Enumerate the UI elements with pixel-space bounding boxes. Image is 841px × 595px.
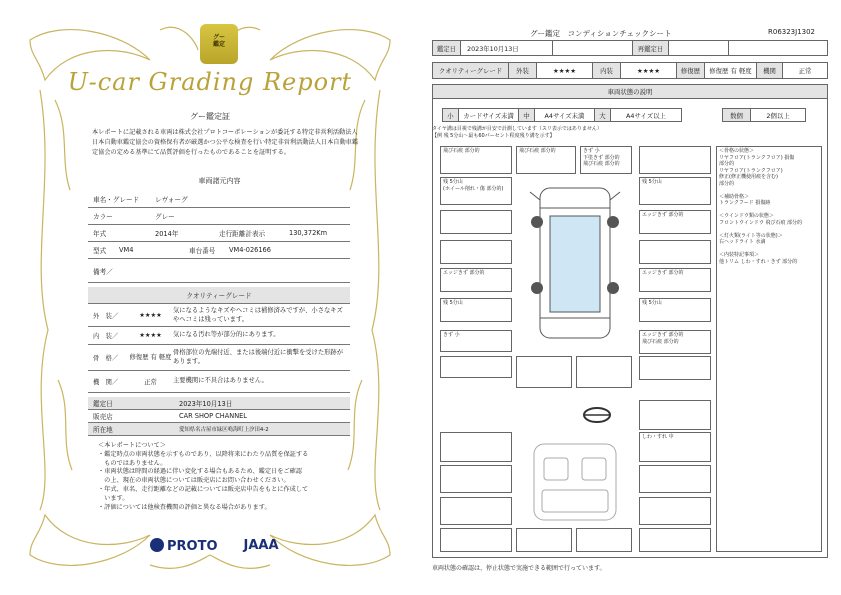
- condition-text: 残 5分山: [642, 300, 662, 306]
- date-row-end: [729, 41, 827, 55]
- interior-box-right-3: [639, 497, 711, 525]
- engine-label: 機関: [757, 63, 783, 78]
- interior-box-rear-1: [516, 528, 572, 552]
- date-label: 鑑定日: [433, 41, 461, 55]
- note-line: ＜本レポートについて＞: [98, 442, 166, 449]
- intro-text: 本レポートに記載される車両は株式会社プロトコーポレーションが委託する特定非営利活動法人日本自動車鑑定協会の資格保有者が厳選かつ公平な検査を行い特定非営利活動法人日本自動車鑑定協会の定める基準にて品質評価を行ったものであることを証明する。: [92, 129, 359, 156]
- tire-note: [432, 126, 602, 140]
- note-line: ・鑑定時点の車両状態を示すものであり、以降将来にわたり品質を保証する: [98, 450, 309, 458]
- interior-box-left-3: [440, 497, 512, 525]
- interior-box-left-2: [440, 465, 512, 493]
- date-value: 2023年10月13日: [461, 41, 553, 55]
- address-row: [88, 423, 350, 436]
- interior-box-left-4: [440, 528, 512, 552]
- interior-label: 内 装／: [93, 333, 119, 340]
- condition-box-front: [516, 146, 576, 174]
- legend-line: ＜補助骨格＞: [719, 193, 750, 200]
- condition-box-windshield: [580, 146, 632, 174]
- explain-title-row: [432, 84, 828, 99]
- condition-box-rear-right-2: [639, 356, 711, 380]
- engine-value: 正常: [144, 379, 157, 386]
- legend-line: ＜内装特記事項＞: [719, 252, 760, 258]
- condition-text: (ホイール削れ・傷 部分的): [443, 185, 504, 192]
- tire-note-line1: タイヤ溝は目視で残溝が目安で計測しています（スリ表示ではありません）: [432, 126, 602, 132]
- appraisal-date-row: [88, 397, 350, 410]
- condition-text: 残 5分山: [443, 179, 463, 185]
- condition-check-sheet: [420, 0, 841, 595]
- interior-box-right-4: [639, 528, 711, 552]
- condition-box-rear-right-tire: [639, 298, 711, 322]
- model-row: [88, 242, 350, 259]
- condition-box-left-fender: [440, 210, 512, 234]
- grading-report-page: [0, 0, 420, 595]
- model-value: VM4: [119, 246, 134, 254]
- size-large-desc: A4サイズ以上: [626, 111, 666, 120]
- legend-line: 修正(修正機使用痕を含む): [719, 174, 778, 180]
- repair-label: 修復歴: [677, 63, 705, 78]
- car-interior-diagram: [526, 440, 624, 524]
- date-spacer: [553, 41, 633, 55]
- interior-desc: 気になる汚れ等が部分的にあります。: [173, 331, 280, 339]
- tire-note-line2: 【例 残 5分山〜最も60パーセント程度残り溝を示す】: [432, 133, 555, 139]
- condition-text: 飛び石痕 部分的: [583, 161, 620, 167]
- jaaa-logo: [244, 538, 279, 554]
- interior-box-dash: [639, 400, 711, 430]
- remarks-row: [88, 259, 350, 283]
- condition-box-right-fender: [639, 210, 711, 234]
- size-medium-desc: A4サイズ未満: [535, 109, 595, 121]
- vehicle-section-title: 車両諸元内容: [198, 177, 241, 185]
- address-value: 愛知県名古屋市緑区鳴海町上汐田4-2: [179, 427, 269, 433]
- dealer-value: CAR SHOP CHANNEL: [179, 412, 247, 420]
- quality-section-title: [88, 287, 350, 304]
- condition-text: しわ・すれ 中: [642, 434, 674, 440]
- condition-text: 残 5分山: [443, 300, 463, 306]
- note-line: の上、現在の車両状態については販売店にお問い合わせください。: [98, 477, 290, 485]
- size-large-label: 大: [595, 109, 611, 121]
- condition-text: 飛び石痕 部分的: [642, 338, 679, 345]
- interior-box-right-1: [639, 432, 711, 462]
- note-line: ・評価については他検査機関の評価と異なる場合があります。: [98, 503, 271, 511]
- condition-box-rear-left-tire: [440, 298, 512, 322]
- mileage-label: 走行距離計表示: [219, 230, 266, 238]
- condition-box-right-door-rear: [639, 268, 711, 292]
- grade-row: [432, 62, 828, 79]
- report-title: U-car Grading Report: [67, 68, 353, 96]
- interior-label: 内装: [593, 63, 621, 78]
- quality-exterior-row: [88, 305, 350, 327]
- report-subheading: グー鑑定証: [190, 112, 230, 121]
- proto-logo-text: PROTO: [167, 539, 218, 554]
- exterior-label: 外 装／: [93, 313, 119, 320]
- condition-text: 飛び石痕 部分的: [519, 148, 556, 154]
- condition-text: きず 小: [443, 332, 460, 338]
- legend-line: リヤフロア(トランクフロア): [719, 167, 783, 174]
- sheet-title: グー鑑定 コンディションチェックシート: [530, 29, 672, 38]
- legend-line: リヤフロア(トランクフロア) 損傷: [719, 154, 795, 161]
- interior-box-right-2: [639, 465, 711, 493]
- engine-label: 機 関／: [93, 379, 119, 386]
- condition-text: きず 小: [583, 148, 600, 154]
- interior-box-left-1: [440, 432, 512, 462]
- explain-title: 車両状態の説明: [433, 85, 827, 98]
- condition-box-rear-left: [440, 330, 512, 352]
- steering-wheel-icon: [582, 406, 612, 424]
- condition-text: エッジきず 部分的: [443, 270, 485, 276]
- exterior-stars: ★★★★: [537, 63, 593, 78]
- vehicle-name-label: 車名・グレード: [93, 196, 140, 204]
- condition-text: 下塗きず 部分的: [583, 154, 620, 161]
- frame-desc: 骨格部位の先端付近、または後端付近に衝撃を受けた形跡があります。: [173, 349, 344, 365]
- legend-line: 部分的: [719, 180, 735, 187]
- engine-value: 正常: [798, 67, 812, 75]
- condition-box-rear-2: [576, 356, 632, 388]
- color-label: カラー: [93, 213, 113, 221]
- condition-box-rear-right: [639, 330, 711, 354]
- condition-box-front-right: [639, 146, 711, 174]
- logo-text: グー 鑑定: [212, 34, 225, 48]
- condition-text: エッジきず 部分的: [642, 332, 684, 338]
- chassis-label: 車台番号: [189, 247, 216, 255]
- condition-text: エッジきず 部分的: [642, 212, 684, 218]
- bottom-caption: 車両状態の確認は、停止状態で実施できる範囲で行っています。: [432, 565, 606, 572]
- condition-box-left-door-front: [440, 240, 512, 264]
- car-top-diagram: [520, 178, 630, 346]
- condition-text: 飛び石痕 部分的: [443, 148, 480, 154]
- reappraisal-value: [669, 41, 729, 55]
- appraisal-date-label: 鑑定日: [93, 400, 113, 408]
- legend-line: ＜ウインドウ類の状態＞: [719, 213, 774, 219]
- legend-line: トランクフード 損傷跡: [719, 200, 771, 206]
- condition-legend: [719, 148, 802, 265]
- report-notes: [98, 442, 348, 512]
- year-row: [88, 225, 350, 242]
- dealer-label: 販売店: [93, 413, 113, 421]
- exterior-stars: ★★★★: [139, 312, 162, 319]
- condition-box-rear-1: [516, 356, 572, 388]
- legend-line: ＜灯火類(ライト等の状態)＞: [719, 232, 783, 239]
- remarks-label: 備考／: [93, 267, 113, 276]
- color-row: [88, 208, 350, 225]
- year-label: 年式: [93, 230, 107, 238]
- condition-box-rear-left-2: [440, 356, 512, 378]
- mileage-value: 130,372Km: [289, 229, 328, 237]
- exterior-label: 外装: [509, 63, 537, 78]
- note-line: ものではありません。: [98, 459, 167, 467]
- condition-box-left-door-rear: [440, 268, 512, 292]
- address-label: 所在地: [93, 426, 113, 434]
- sheet-id: R06323J1302: [768, 28, 816, 36]
- condition-box-front-right-tire: [639, 177, 711, 205]
- legend-line: 部分的: [719, 161, 735, 167]
- quality-interior-row: [88, 327, 350, 345]
- size-medium-label: 中: [519, 109, 535, 121]
- jaaa-logo-text: JAAA: [243, 538, 279, 553]
- engine-desc: 主要機関に不具合はありません。: [173, 377, 268, 385]
- color-value: グレー: [155, 213, 175, 221]
- exterior-desc: 気になるようなキズやヘコミは補修済みですが、小さなキズやヘコミは残っています。: [173, 307, 343, 323]
- size-small-desc: カードサイズ未満: [459, 109, 519, 121]
- grade-label: クオリティーグレード: [433, 63, 509, 78]
- condition-box-right-door-front: [639, 240, 711, 264]
- quality-engine-row: [88, 371, 350, 393]
- appraisal-date-value: 2023年10月13日: [179, 400, 233, 408]
- year-value: 2014年: [155, 230, 179, 238]
- condition-box-front-left: [440, 146, 512, 174]
- date-row: [432, 40, 828, 56]
- interior-box-rear-2: [576, 528, 632, 552]
- condition-text: 残 5分山: [642, 179, 662, 185]
- note-line: います。: [98, 494, 129, 502]
- repair-value: 修復歴 有 軽度: [705, 63, 757, 78]
- note-line: ・車両状態は時間の経過に伴い変化する場合もあるため、鑑定日をご確認: [98, 468, 302, 476]
- dealer-row: [88, 410, 350, 423]
- legend-line: 右ヘッドライト 水滴: [719, 239, 766, 245]
- footer-logos: [150, 538, 279, 554]
- legend-line: フロントウインドウ 飛び石痕 部分的: [719, 219, 803, 226]
- condition-box-front-left-tire: [440, 177, 512, 205]
- interior-stars: ★★★★: [621, 63, 677, 78]
- quality-section-label: クオリティーグレード: [186, 292, 252, 300]
- vehicle-name-row: [88, 191, 350, 208]
- interior-stars: ★★★★: [139, 332, 162, 339]
- count-legend: [722, 108, 806, 122]
- legend-line: 他トリム しわ・すれ・きず 部分的: [719, 258, 798, 265]
- model-label: 型式: [93, 247, 107, 255]
- chassis-value: VM4-026166: [229, 246, 271, 254]
- size-legend: [442, 108, 682, 122]
- frame-label: 骨 格／: [93, 355, 119, 362]
- count-label: 数個: [723, 109, 751, 121]
- vehicle-name-value: レヴォーグ: [155, 196, 188, 204]
- count-value: 2個以上: [766, 111, 790, 120]
- proto-logo: [150, 538, 218, 554]
- proto-mark-icon: [150, 538, 164, 552]
- frame-value: 修復歴 有 軽度: [129, 353, 172, 361]
- legend-line: ＜骨格の状態＞: [719, 148, 755, 154]
- note-line: ・年式、車名、走行距離などの記載については販売店申告をもとに作成して: [98, 485, 309, 493]
- reappraisal-label: 再鑑定日: [633, 41, 669, 55]
- quality-frame-row: [88, 345, 350, 371]
- size-small-label: 小: [443, 109, 459, 121]
- condition-text: エッジきず 部分的: [642, 270, 684, 276]
